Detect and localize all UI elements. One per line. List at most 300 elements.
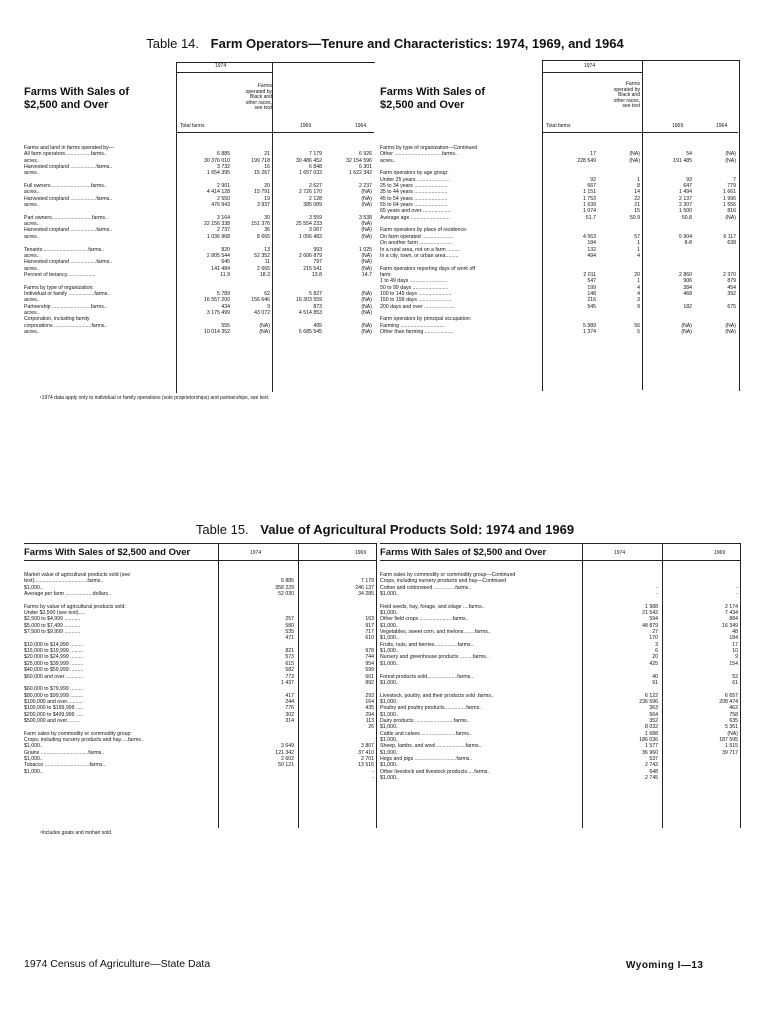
table-cell: 10 014 352 bbox=[204, 328, 230, 335]
table-cell: 648 bbox=[649, 768, 658, 775]
table-cell: 30 486 452 bbox=[296, 157, 322, 164]
table-cell: 163 bbox=[365, 616, 374, 623]
t14-left-title-line2: $2,500 and Over bbox=[24, 99, 109, 111]
table-row-label: acres.. bbox=[380, 157, 396, 164]
table-cell: 454 bbox=[727, 284, 736, 291]
t15-footnote: ¹Includes goats and mohair sold. bbox=[40, 830, 113, 836]
table-cell: 599 bbox=[365, 667, 374, 674]
table-cell: 5 685 545 bbox=[298, 328, 322, 335]
table-cell: 7 434 bbox=[725, 610, 738, 617]
table-cell: 16 bbox=[264, 164, 270, 171]
t14-right-col-black: Farms operated by Black and other races, see text bbox=[613, 81, 640, 110]
table-row-label: Farm sales by commodity or commodity group: bbox=[24, 730, 132, 737]
table-cell: 1 bbox=[637, 278, 640, 285]
table-cell: 675 bbox=[727, 303, 736, 310]
table-cell: (NA) bbox=[725, 322, 736, 329]
table-cell: 2 742 bbox=[645, 762, 658, 769]
table-cell: 1 056 482 bbox=[298, 233, 322, 240]
table-cell: 170 bbox=[649, 635, 658, 642]
table-cell: 228 549 bbox=[577, 157, 596, 164]
table-row-label: acres.. bbox=[24, 328, 40, 335]
table-cell: 17 bbox=[590, 151, 596, 158]
table-cell: 20 bbox=[264, 183, 270, 190]
table-cell: 384 bbox=[683, 284, 692, 291]
table-cell: 50.8 bbox=[681, 214, 692, 221]
table-row-label: Other .................................farms.. bbox=[380, 151, 458, 158]
table-row-label: $40,000 to $59,999 ......... bbox=[24, 667, 84, 674]
table-cell: 293 bbox=[365, 692, 374, 699]
table-15-title bbox=[0, 522, 770, 537]
t15-left-1969-col bbox=[300, 572, 374, 781]
table-cell: 7 bbox=[733, 176, 736, 183]
table-row-label: $5,000 to $7,499 ........... bbox=[24, 622, 81, 629]
table-cell: (NA) bbox=[361, 328, 372, 335]
table-cell: 52 352 bbox=[254, 252, 270, 259]
table-cell: 358 229 bbox=[275, 584, 294, 591]
table-row-label: Farm operators by principal occupation: bbox=[380, 316, 472, 323]
table-cell: 1 556 bbox=[723, 202, 736, 209]
table-cell: 20 bbox=[652, 654, 658, 661]
table-cell: (NA) bbox=[361, 252, 372, 259]
table-cell: 52 030 bbox=[278, 591, 294, 598]
table-cell: 2 805 544 bbox=[206, 252, 230, 259]
table-cell: 236 596 bbox=[639, 698, 658, 705]
table-cell: 92 bbox=[590, 176, 596, 183]
table-cell: 50.9 bbox=[629, 214, 640, 221]
table-cell: 879 bbox=[727, 278, 736, 285]
table-cell: (NA) bbox=[361, 309, 372, 316]
table-cell: 40 bbox=[652, 673, 658, 680]
table-cell: 132 bbox=[587, 246, 596, 253]
table-cell: 1 688 bbox=[645, 730, 658, 737]
table-cell: 3 175 499 bbox=[206, 309, 230, 316]
t15-left-col-divider-2 bbox=[298, 543, 299, 828]
table-row-label: $200,000 to $499,999 ..... bbox=[24, 711, 84, 718]
t14-right-black-col bbox=[598, 145, 640, 335]
t14-right-year-1974: 1974 bbox=[584, 63, 596, 69]
table-cell: 2 901 bbox=[217, 183, 230, 190]
t14-left-title-line1: Farms With Sales of bbox=[24, 86, 130, 98]
table-row-label: $100,000 and over........... bbox=[24, 698, 83, 705]
table-row-label: 35 to 44 years ....................... bbox=[380, 189, 448, 196]
table-cell: 1 622 342 bbox=[348, 170, 372, 177]
table-cell: 216 bbox=[587, 297, 596, 304]
table-cell: 797 bbox=[313, 259, 322, 266]
table-cell: 494 bbox=[587, 252, 596, 259]
table-row-label: Other livestock and livestock products.....farms.. bbox=[380, 768, 491, 775]
table-cell: 5 bbox=[637, 328, 640, 335]
t15-left-header-rule bbox=[24, 560, 376, 561]
table-cell: 187 595 bbox=[719, 736, 738, 743]
t15-right-panel-title: Farms With Sales of $2,500 and Over bbox=[380, 547, 547, 558]
table-row-label: $1,000.. bbox=[380, 635, 399, 642]
t14-right-total-col bbox=[544, 145, 596, 335]
table-row-label: 55 to 64 years ....................... bbox=[380, 202, 448, 209]
t14-right-body-rule bbox=[542, 132, 738, 133]
table-cell: 6 848 bbox=[309, 164, 322, 171]
t14-left-year-1974: 1974 bbox=[215, 63, 227, 69]
table-cell: (NA) bbox=[725, 328, 736, 335]
table-row-label: $1,000.. bbox=[24, 743, 43, 750]
table-cell: 8 032 bbox=[645, 724, 658, 731]
table-cell: 1 151 bbox=[583, 189, 596, 196]
t14-left-total-col bbox=[178, 145, 230, 335]
table-row-label: Corporation, including family bbox=[24, 316, 90, 323]
table-cell: 1 577 bbox=[645, 743, 658, 750]
table-cell: (NA) bbox=[629, 151, 640, 158]
table-row-label: Harvested cropland ..................farms.. bbox=[24, 259, 113, 266]
t15-left-col-divider-1 bbox=[218, 543, 219, 828]
table-cell: 22 bbox=[634, 195, 640, 202]
table-cell: 56 bbox=[634, 322, 640, 329]
t15-right-col-1974: 1974 bbox=[614, 550, 626, 556]
table-cell: 3 bbox=[637, 297, 640, 304]
table-row-label: $60,000 to $79,999 ......... bbox=[24, 686, 84, 693]
table-row-label: Field seeds, hay, forage, and silage ....farms.. bbox=[380, 603, 485, 610]
t14-right-title-line2: $2,500 and Over bbox=[380, 99, 465, 111]
table-cell: 9 bbox=[735, 654, 738, 661]
table-cell: (NA) bbox=[681, 328, 692, 335]
t15-right-1969-col bbox=[664, 572, 738, 781]
t14-footnote: ¹1974 data apply only to individual or family operations (sole proprietorships) and partnerships, see text. bbox=[40, 395, 270, 401]
table-cell: 43 072 bbox=[254, 309, 270, 316]
table-row-label: Partnership ...........................farms.. bbox=[24, 303, 107, 310]
table-cell: 4 514 853 bbox=[298, 309, 322, 316]
table-row-label: $1,000.. bbox=[380, 711, 399, 718]
t14-left-col-black: Farms operated by Black and other races, see text bbox=[245, 83, 272, 112]
table-cell: 535 bbox=[285, 629, 294, 636]
table-cell: 37 410 bbox=[358, 749, 374, 756]
table-row-label: $2,500 to $4,999 ........... bbox=[24, 616, 81, 623]
table-cell: (NA) bbox=[361, 265, 372, 272]
table-cell: 564 bbox=[649, 711, 658, 718]
table-15-label: Table 15. bbox=[195, 522, 249, 537]
table-cell: 425 bbox=[649, 660, 658, 667]
t15-left-col-divider-3 bbox=[376, 543, 377, 828]
t14-right-1964-col bbox=[692, 145, 736, 335]
table-cell: 884 bbox=[729, 616, 738, 623]
table-cell: 21 bbox=[634, 202, 640, 209]
table-cell: (NA) bbox=[727, 730, 738, 737]
table-cell: 4 bbox=[637, 284, 640, 291]
table-cell: 10 bbox=[732, 648, 738, 655]
table-cell: 2 370 bbox=[723, 271, 736, 278]
page-footer-state-page: Wyoming I—13 bbox=[626, 960, 704, 971]
table-cell: 779 bbox=[727, 183, 736, 190]
table-cell: 17 bbox=[732, 641, 738, 648]
table-row-label: 25 to 34 years ....................... bbox=[380, 183, 448, 190]
table-cell: (NA) bbox=[361, 303, 372, 310]
table-row-label: acres.. bbox=[24, 233, 40, 240]
table-cell: 113 bbox=[365, 717, 374, 724]
table-row-label: $1,000.. bbox=[380, 591, 399, 598]
table-row-label: acres.. bbox=[24, 297, 40, 304]
table-cell: - bbox=[736, 584, 738, 591]
table-cell: 121 342 bbox=[275, 749, 294, 756]
table-cell: 154 bbox=[729, 660, 738, 667]
table-cell: 52 bbox=[732, 673, 738, 680]
t14-right-col-1969: 1969 bbox=[672, 123, 684, 129]
table-cell: 2 011 bbox=[583, 271, 596, 278]
table-row-label: Market value of agricultural products sold (see bbox=[24, 572, 131, 578]
table-cell: - bbox=[656, 584, 658, 591]
table-cell: 15 bbox=[634, 208, 640, 215]
table-cell: 1 654 395 bbox=[206, 170, 230, 177]
table-cell: 773 bbox=[285, 673, 294, 680]
table-row-label: $1,000.. bbox=[24, 768, 43, 775]
table-cell: 9 bbox=[637, 303, 640, 310]
t14-left-col-1964: 1964 bbox=[355, 123, 367, 129]
table-14-title bbox=[0, 36, 770, 51]
table-cell: 776 bbox=[285, 705, 294, 712]
table-cell: (NA) bbox=[361, 322, 372, 329]
table-cell: 156 646 bbox=[251, 297, 270, 304]
table-row-label: Poultry and poultry products...............farms.. bbox=[380, 705, 483, 712]
table-cell: 15 267 bbox=[254, 170, 270, 177]
table-cell: 16 349 bbox=[722, 622, 738, 629]
table-row-label: farm: bbox=[380, 271, 392, 278]
table-cell: 13 516 bbox=[358, 762, 374, 769]
table-cell: 744 bbox=[365, 654, 374, 661]
table-cell: (NA) bbox=[361, 297, 372, 304]
table-cell: 15 791 bbox=[254, 189, 270, 196]
table-row-label: Forest products sold.....................farms.. bbox=[380, 673, 474, 680]
table-row-label: Crops, including nursery products and hay—Continued bbox=[380, 578, 507, 585]
table-row-label: Harvested cropland ..................farms.. bbox=[24, 195, 113, 202]
table-cell: 208 474 bbox=[719, 698, 738, 705]
table-cell: 8 bbox=[637, 183, 640, 190]
table-cell: 495 bbox=[313, 322, 322, 329]
table-cell: 2 174 bbox=[725, 603, 738, 610]
t15-right-col-1969: 1969 bbox=[714, 550, 726, 556]
table-cell: 820 bbox=[221, 246, 230, 253]
table-cell: 6 885 bbox=[217, 151, 230, 158]
t15-right-col-divider-2 bbox=[662, 543, 663, 828]
table-cell: 3 bbox=[655, 641, 658, 648]
table-row-label: $7,500 to $9,999 ........... bbox=[24, 629, 81, 636]
table-cell: 476 943 bbox=[211, 202, 230, 209]
table-cell: 3 067 bbox=[309, 227, 322, 234]
t14-left-panel-title bbox=[24, 86, 129, 112]
table-row-label: Dairy products ...........................farms.. bbox=[380, 717, 470, 724]
table-cell: 1 bbox=[637, 176, 640, 183]
table-row-label: All farm operators..................farms.. bbox=[24, 151, 107, 158]
table-row-label: Farm operators reporting days of work off bbox=[380, 265, 476, 272]
table-cell: 5 789 bbox=[217, 290, 230, 297]
table-row-label: $1,000.. bbox=[380, 679, 399, 686]
t15-left-1974-col bbox=[220, 572, 294, 781]
table-cell: 57 bbox=[634, 233, 640, 240]
table-cell: 537 bbox=[649, 755, 658, 762]
table-cell: 48 879 bbox=[642, 622, 658, 629]
t14-right-col-1964: 1964 bbox=[716, 123, 728, 129]
table-row-label: Farms by type of organization: bbox=[24, 284, 94, 291]
table-cell: 468 bbox=[683, 290, 692, 297]
table-cell: 892 bbox=[365, 679, 374, 686]
table-cell: 555 bbox=[221, 322, 230, 329]
table-cell: 1 753 bbox=[583, 195, 596, 202]
t15-right-col-divider-1 bbox=[582, 543, 583, 828]
table-cell: 601 bbox=[365, 673, 374, 680]
table-cell: 635 bbox=[729, 717, 738, 724]
table-row-label: $500,000 and over......... bbox=[24, 717, 80, 724]
table-cell: 3 732 bbox=[217, 164, 230, 171]
table-cell: 184 bbox=[587, 240, 596, 247]
table-cell: (NA) bbox=[259, 322, 270, 329]
table-cell: 3 559 bbox=[309, 214, 322, 221]
table-row-label: Other than farming .................... bbox=[380, 328, 454, 335]
table-cell: 2 602 bbox=[281, 755, 294, 762]
table-cell: 184 bbox=[729, 635, 738, 642]
table-cell: 647 bbox=[683, 183, 692, 190]
table-cell: 8-8 bbox=[684, 240, 692, 247]
table-cell: 363 bbox=[649, 705, 658, 712]
t15-left-top-rule bbox=[24, 543, 376, 544]
t15-right-col-divider-3 bbox=[740, 543, 741, 828]
table-cell: 3 538 bbox=[359, 214, 372, 221]
table-row-label: Farms and land in farms operated by— bbox=[24, 145, 114, 151]
table-row-label: $10,000 to $14,999 ......... bbox=[24, 641, 84, 648]
t15-right-labels bbox=[380, 572, 580, 781]
table-cell: 62 bbox=[264, 290, 270, 297]
table-cell: 3 649 bbox=[281, 743, 294, 750]
table-row-label: $100,000 to $199,999 ..... bbox=[24, 705, 84, 712]
t15-left-labels bbox=[24, 572, 216, 775]
table-row-label: corporations ..........................farms.. bbox=[24, 322, 108, 329]
table-row-label: acres.. bbox=[24, 309, 40, 316]
t14-right-col-total: Total farms bbox=[546, 123, 571, 129]
table-cell: 3 937 bbox=[257, 202, 270, 209]
table-cell: 7 179 bbox=[309, 151, 322, 158]
table-cell: (NA) bbox=[361, 290, 372, 297]
table-row-label: Farming ............................... bbox=[380, 322, 446, 329]
table-row-label: $1,000.. bbox=[380, 775, 399, 781]
table-cell: (NA) bbox=[629, 157, 640, 164]
table-row-label: acres.. bbox=[24, 252, 40, 259]
table-cell: 2 726 170 bbox=[298, 189, 322, 196]
table-row-label: $1,000.. bbox=[380, 698, 399, 705]
table-cell: 13 bbox=[264, 246, 270, 253]
table-cell: 6 301 bbox=[359, 164, 372, 171]
table-row-label: acres.. bbox=[24, 170, 40, 177]
t14-left-col-total: Total farms bbox=[180, 123, 205, 129]
table-cell: 1 025 bbox=[359, 246, 372, 253]
table-cell: (NA) bbox=[361, 227, 372, 234]
table-cell: 199 718 bbox=[251, 157, 270, 164]
table-cell: 2 701 bbox=[361, 755, 374, 762]
table-cell: 8 665 bbox=[257, 233, 270, 240]
table-row-label: Tenants ...............................farms.. bbox=[24, 246, 105, 253]
table-row-label: Under $2,500 (see text)..... bbox=[24, 610, 86, 617]
table-cell: 352 bbox=[649, 717, 658, 724]
table-cell: 417 bbox=[285, 692, 294, 699]
table-cell: 2 860 bbox=[679, 271, 692, 278]
table-row-label: Crops, including nursery products and hay.....farms.. bbox=[24, 736, 144, 743]
table-cell: 2 137 bbox=[679, 195, 692, 202]
table-row-label: acres.. bbox=[24, 265, 40, 272]
table-cell: 582 bbox=[285, 667, 294, 674]
table-cell: 2 128 bbox=[309, 195, 322, 202]
table-cell: 2 627 bbox=[309, 183, 322, 190]
table-cell: 2 550 bbox=[217, 195, 230, 202]
table-cell: 26 bbox=[368, 724, 374, 731]
table-cell: 906 bbox=[683, 278, 692, 285]
table-cell: 573 bbox=[285, 654, 294, 661]
table-cell: 199 bbox=[587, 284, 596, 291]
table-cell: 1 657 032 bbox=[298, 170, 322, 177]
table-cell: 4 bbox=[637, 252, 640, 259]
table-cell: 48 bbox=[732, 629, 738, 636]
t14-left-col-divider bbox=[272, 62, 273, 392]
table-row-label: Cattle and calves ........................farms.. bbox=[380, 730, 472, 737]
table-cell: 3 807 bbox=[361, 743, 374, 750]
table-cell: 294 bbox=[365, 711, 374, 718]
table-row-label: acres.. bbox=[24, 202, 40, 209]
t14-left-1969-col bbox=[274, 145, 322, 335]
t14-right-title-line1: Farms With Sales of bbox=[380, 86, 486, 98]
t15-right-header-rule bbox=[380, 560, 740, 561]
table-row-label: $1,000.. bbox=[380, 736, 399, 743]
table-row-label: 200 days and over ..................... bbox=[380, 303, 455, 310]
table-row-label: $1,000.. bbox=[380, 724, 399, 731]
table-cell: 638 bbox=[727, 240, 736, 247]
table-row-label: $60,000 and over ............ bbox=[24, 673, 84, 680]
table-cell: 30 bbox=[264, 214, 270, 221]
table-row-label: 45 to 54 years ....................... bbox=[380, 195, 448, 202]
table-row-label: 50 to 99 days ......................... bbox=[380, 284, 449, 291]
table-cell: 1 661 bbox=[723, 189, 736, 196]
table-row-label: $1,000.. bbox=[380, 622, 399, 629]
table-cell bbox=[664, 775, 738, 781]
table-cell: 435 bbox=[365, 705, 374, 712]
table-cell: 1 996 bbox=[723, 195, 736, 202]
table-row-label: On farm operated ...................... bbox=[380, 233, 454, 240]
table-cell: 821 bbox=[285, 648, 294, 655]
table-row-label: Fruits, nuts, and berries................farms.. bbox=[380, 641, 474, 648]
table-cell: (NA) bbox=[361, 189, 372, 196]
t14-right-labels bbox=[380, 145, 540, 335]
table-cell: (NA) bbox=[361, 221, 372, 228]
table-row-label: $1,000.. bbox=[380, 648, 399, 655]
table-row-label: Grains .................................farms.. bbox=[24, 749, 105, 756]
t14-left-labels bbox=[24, 145, 174, 335]
table-cell: 2 606 879 bbox=[298, 252, 322, 259]
table-row-label: 150 to 199 days ....................... bbox=[380, 297, 452, 304]
table-row-label: Individual or family ..................farms.. bbox=[24, 290, 111, 297]
table-row-label: $20,000 to $24,999 ......... bbox=[24, 654, 84, 661]
t14-right-header-rule bbox=[542, 72, 642, 73]
table-cell: 215 541 bbox=[303, 265, 322, 272]
table-cell: 148 bbox=[587, 290, 596, 297]
table-cell: 21 bbox=[264, 151, 270, 158]
table-cell: 2 745 bbox=[645, 775, 658, 781]
table-cell: 717 bbox=[365, 629, 374, 636]
table-cell: 141 484 bbox=[211, 265, 230, 272]
table-cell: 32 154 596 bbox=[346, 157, 372, 164]
table-row-label: $15,000 to $19,999 ......... bbox=[24, 648, 84, 655]
table-cell: 4 bbox=[637, 290, 640, 297]
table-cell: 2 307 bbox=[679, 202, 692, 209]
t14-left-black-col bbox=[232, 145, 270, 335]
table-cell: 1 437 bbox=[281, 679, 294, 686]
table-row-label: Farm operators by place of residence: bbox=[380, 227, 468, 234]
table-15-heading: Value of Agricultural Products Sold: 1974 and 1969 bbox=[260, 522, 575, 537]
table-cell: 14 bbox=[634, 189, 640, 196]
table-row-label: $1,000.. bbox=[24, 755, 43, 762]
table-cell: 580 bbox=[285, 622, 294, 629]
table-row-label: $80,000 to $99,999 ......... bbox=[24, 692, 84, 699]
table-cell: 1 988 bbox=[645, 603, 658, 610]
